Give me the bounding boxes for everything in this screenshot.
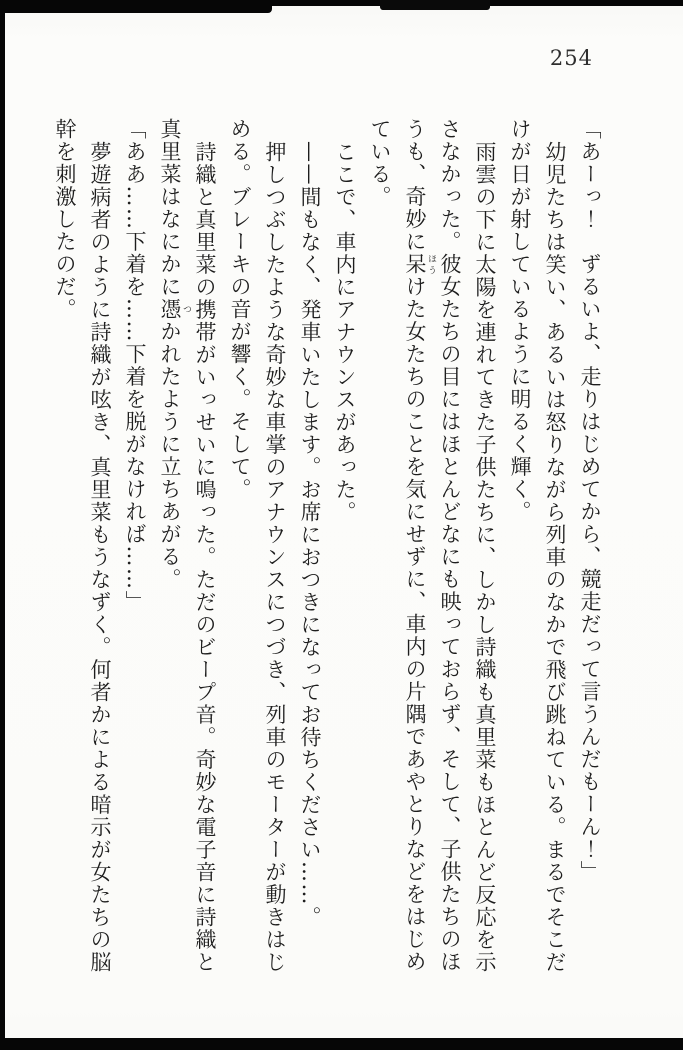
furigana: 憑 つ <box>158 298 191 321</box>
paragraph: 「ああ……下着を……下着を脱がなければ……」 <box>123 118 147 613</box>
paragraph: 夢遊病者のように詩織が呟き、真里菜もうなずく。何者かによる暗示が女たちの脳幹を刺激したのだ。 <box>53 118 112 973</box>
scan-edge-left <box>0 0 5 1050</box>
paragraph: ——間もなく、発車いたします。お席におつきになってお待ちください……。 <box>298 140 322 928</box>
scan-edge-bottom <box>0 1038 683 1050</box>
scan-edge-top-left <box>0 0 272 13</box>
page-number: 254 <box>549 46 593 70</box>
scan-edge-top-bump <box>380 0 490 10</box>
paragraph: 幼児たちは笑い、あるいは怒りながら列車のなかで飛び跳ねている。まるでそこだけが日が射しているように明るく輝く。 <box>508 118 567 973</box>
paragraph: 雨雲の下に太陽を連れてきた子供たちに、しかし詩織も真里菜もほとんど反応を示さなかった。彼女たちの目にはほとんどなにも映っておらず、そして、子供たちのほうも、奇妙に呆 ほうけた女たちのことを気にせずに、車内の片隅であやとりなどをはじめている。 <box>368 118 497 973</box>
paragraph: 詩織と真里菜の携帯がいっせいに鳴った。ただのビープ音。奇妙な電子音に詩織と真里菜はなにかに憑 つかれたように立ちあがる。 <box>158 118 217 973</box>
paragraph: 押しつぶしたような奇妙な車掌のアナウンスにつづき、列車のモーターが動きはじめる。ブレーキの音が響く。そして。 <box>228 118 287 973</box>
novel-text <box>41 118 607 974</box>
furigana: 呆 ほう <box>403 253 436 276</box>
paragraph: ここで、車内にアナウンスがあった。 <box>333 140 357 523</box>
paragraph: 「あーっ！ ずるいよ、走りはじめてから、競走だって言うんだもーん！」 <box>578 118 602 883</box>
